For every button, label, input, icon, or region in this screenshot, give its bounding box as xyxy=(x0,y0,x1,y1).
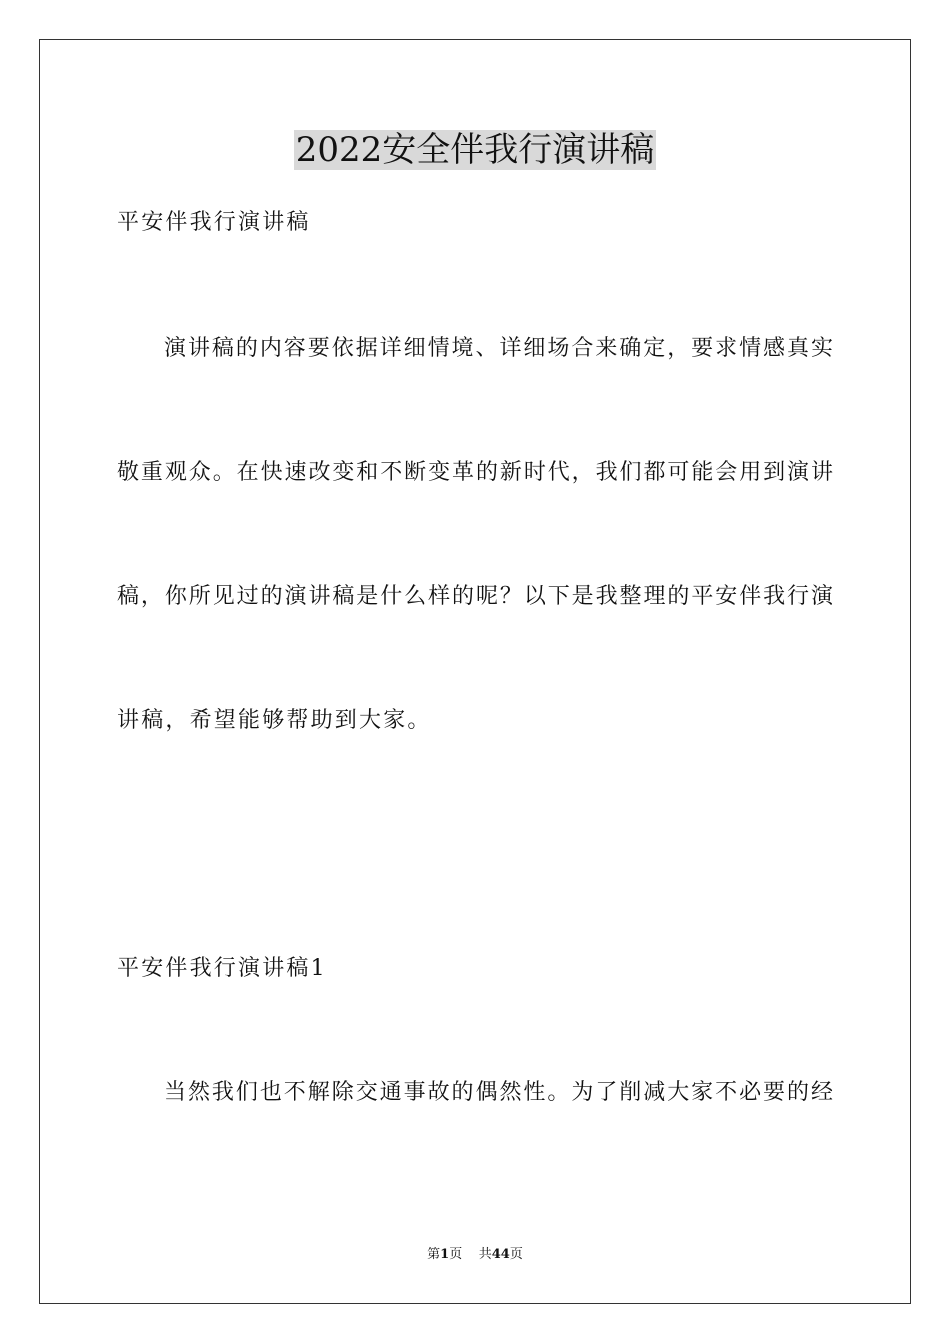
intro-line-1: 演讲稿的内容要依据详细情境、详细场合来确定，要求情感真实 xyxy=(164,336,833,361)
intro-line-3: 稿，你所见过的演讲稿是什么样的呢？以下是我整理的平安伴我行演 xyxy=(117,584,833,609)
subtitle: 平安伴我行演讲稿 xyxy=(117,210,311,235)
footer-total-pages: 44 xyxy=(491,1247,510,1262)
document-title xyxy=(0,128,950,172)
footer-page-number: 1 xyxy=(440,1247,450,1262)
intro-line-4: 讲稿，希望能够帮助到大家。 xyxy=(117,708,432,733)
footer-total-prefix: 共 xyxy=(478,1247,492,1262)
document-title-text: 2022安全伴我行演讲稿 xyxy=(295,130,655,170)
page-footer xyxy=(0,1246,950,1264)
section-line-1: 当然我们也不解除交通事故的偶然性。为了削减大家不必要的经 xyxy=(164,1080,833,1105)
intro-line-2: 敬重观众。在快速改变和不断变革的新时代，我们都可能会用到演讲 xyxy=(117,460,833,485)
footer-page-prefix: 第 xyxy=(427,1247,441,1262)
section-heading: 平安伴我行演讲稿1 xyxy=(117,956,327,981)
footer-page-suffix: 页 xyxy=(449,1247,463,1262)
footer-total-suffix: 页 xyxy=(509,1247,523,1262)
